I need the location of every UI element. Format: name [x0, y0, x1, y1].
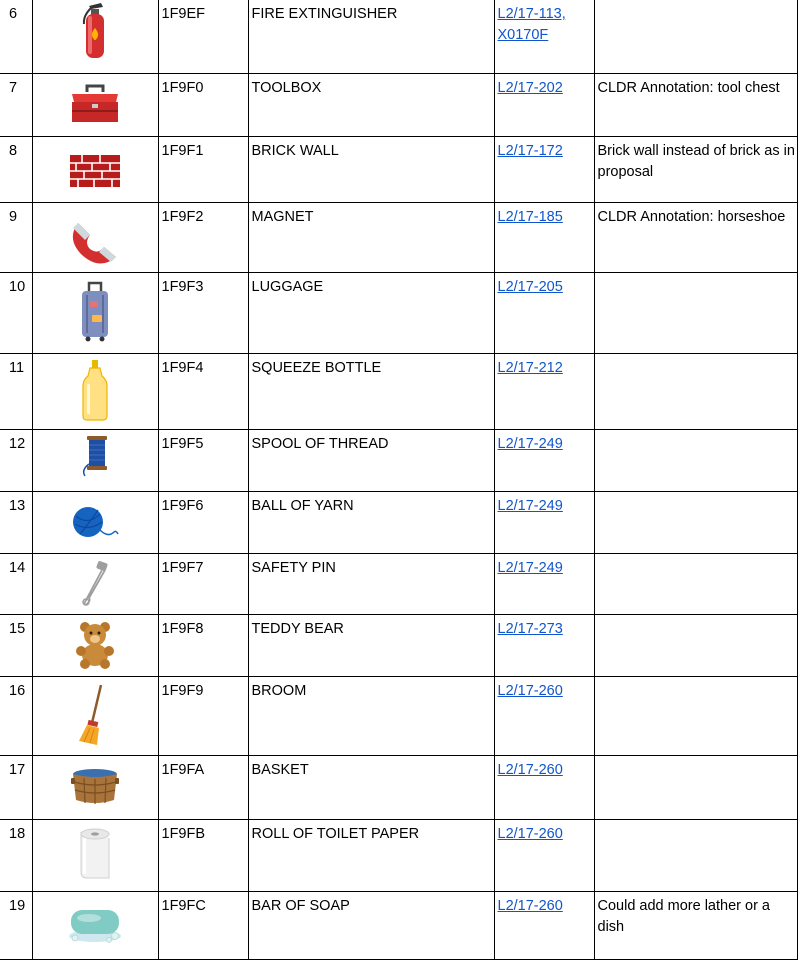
emoji-name: BROOM: [248, 676, 494, 755]
toilet-paper-icon: [32, 819, 158, 891]
reference-link[interactable]: X0170F: [497, 27, 549, 43]
reference-cell: [494, 202, 594, 272]
emoji-name: SPOOL OF THREAD: [248, 429, 494, 491]
spool-of-thread-icon: [32, 429, 158, 491]
code-point: 1F9FB: [158, 819, 248, 891]
reference-link[interactable]: L2/17-205: [497, 278, 563, 295]
row-number: 18: [0, 819, 32, 891]
table-row: [0, 73, 797, 136]
row-number: 15: [0, 614, 32, 676]
row-number: 17: [0, 755, 32, 819]
code-point: 1F9F9: [158, 676, 248, 755]
note: [594, 353, 797, 429]
reference-cell: [494, 614, 594, 676]
code-point: 1F9F4: [158, 353, 248, 429]
row-number: 12: [0, 429, 32, 491]
code-point: 1F9F1: [158, 136, 248, 202]
code-point: 1F9F8: [158, 614, 248, 676]
note: Brick wall instead of brick as in proposal: [594, 136, 797, 202]
note: [594, 755, 797, 819]
row-number: 14: [0, 553, 32, 614]
note: CLDR Annotation: horseshoe: [594, 202, 797, 272]
emoji-name: ROLL OF TOILET PAPER: [248, 819, 494, 891]
magnet-icon: [32, 202, 158, 272]
note: [594, 491, 797, 553]
emoji-name: SAFETY PIN: [248, 553, 494, 614]
note: [594, 553, 797, 614]
emoji-name: BAR OF SOAP: [248, 891, 494, 959]
reference-cell: [494, 272, 594, 353]
row-number: 8: [0, 136, 32, 202]
note: [594, 614, 797, 676]
code-point: 1F9F3: [158, 272, 248, 353]
reference-cell: [494, 755, 594, 819]
reference-cell: [494, 0, 594, 73]
reference-link[interactable]: L2/17-249: [497, 435, 563, 452]
note: [594, 0, 797, 73]
code-point: 1F9F0: [158, 73, 248, 136]
emoji-name: BASKET: [248, 755, 494, 819]
fire-extinguisher-icon: [32, 0, 158, 73]
row-number: 9: [0, 202, 32, 272]
brick-wall-icon: [32, 136, 158, 202]
emoji-name: BRICK WALL: [248, 136, 494, 202]
table-row: [0, 136, 797, 202]
reference-cell: [494, 676, 594, 755]
table-row: [0, 755, 797, 819]
emoji-name: LUGGAGE: [248, 272, 494, 353]
reference-link[interactable]: L2/17-260: [497, 825, 563, 842]
row-number: 10: [0, 272, 32, 353]
table-row: [0, 553, 797, 614]
code-point: 1F9FC: [158, 891, 248, 959]
reference-cell: [494, 819, 594, 891]
row-number: 7: [0, 73, 32, 136]
reference-cell: [494, 73, 594, 136]
note: Could add more lather or a dish: [594, 891, 797, 959]
emoji-name: BALL OF YARN: [248, 491, 494, 553]
reference-link[interactable]: L2/17-249: [497, 497, 563, 514]
reference-link[interactable]: L2/17-172: [497, 142, 563, 159]
reference-cell: [494, 353, 594, 429]
note: [594, 819, 797, 891]
table-row: [0, 491, 797, 553]
table-row: [0, 429, 797, 491]
note: [594, 676, 797, 755]
code-point: 1F9EF: [158, 0, 248, 73]
table-row: [0, 676, 797, 755]
note: [594, 272, 797, 353]
emoji-name: MAGNET: [248, 202, 494, 272]
reference-link[interactable]: L2/17-260: [497, 897, 563, 914]
code-point: 1F9F5: [158, 429, 248, 491]
note: CLDR Annotation: tool chest: [594, 73, 797, 136]
code-point: 1F9F6: [158, 491, 248, 553]
table-row: [0, 272, 797, 353]
teddy-bear-icon: [32, 614, 158, 676]
table-row: [0, 891, 797, 959]
note: [594, 429, 797, 491]
row-number: 6: [0, 0, 32, 73]
table-row: [0, 353, 797, 429]
reference-cell: [494, 891, 594, 959]
row-number: 11: [0, 353, 32, 429]
emoji-name: TEDDY BEAR: [248, 614, 494, 676]
reference-link[interactable]: L2/17-260: [497, 682, 563, 699]
emoji-name: SQUEEZE BOTTLE: [248, 353, 494, 429]
soap-icon: [32, 891, 158, 959]
reference-link[interactable]: L2/17-260: [497, 761, 563, 778]
emoji-name: TOOLBOX: [248, 73, 494, 136]
basket-icon: [32, 755, 158, 819]
reference-link[interactable]: L2/17-249: [497, 559, 563, 576]
luggage-icon: [32, 272, 158, 353]
reference-link[interactable]: L2/17-273: [497, 620, 563, 637]
row-number: 13: [0, 491, 32, 553]
reference-link[interactable]: L2/17-113,: [497, 6, 566, 22]
code-point: 1F9FA: [158, 755, 248, 819]
reference-link[interactable]: L2/17-202: [497, 79, 563, 96]
toolbox-icon: [32, 73, 158, 136]
safety-pin-icon: [32, 553, 158, 614]
reference-cell: [494, 491, 594, 553]
row-number: 16: [0, 676, 32, 755]
row-number: 19: [0, 891, 32, 959]
squeeze-bottle-icon: [32, 353, 158, 429]
reference-link[interactable]: L2/17-185: [497, 208, 563, 225]
table-row: [0, 202, 797, 272]
code-point: 1F9F2: [158, 202, 248, 272]
table-row: [0, 0, 797, 73]
ball-of-yarn-icon: [32, 491, 158, 553]
table-row: [0, 819, 797, 891]
reference-cell: [494, 553, 594, 614]
emoji-name: FIRE EXTINGUISHER: [248, 0, 494, 73]
reference-cell: [494, 429, 594, 491]
code-point: 1F9F7: [158, 553, 248, 614]
table-row: [0, 614, 797, 676]
broom-icon: [32, 676, 158, 755]
reference-link[interactable]: L2/17-212: [497, 359, 563, 376]
reference-cell: [494, 136, 594, 202]
